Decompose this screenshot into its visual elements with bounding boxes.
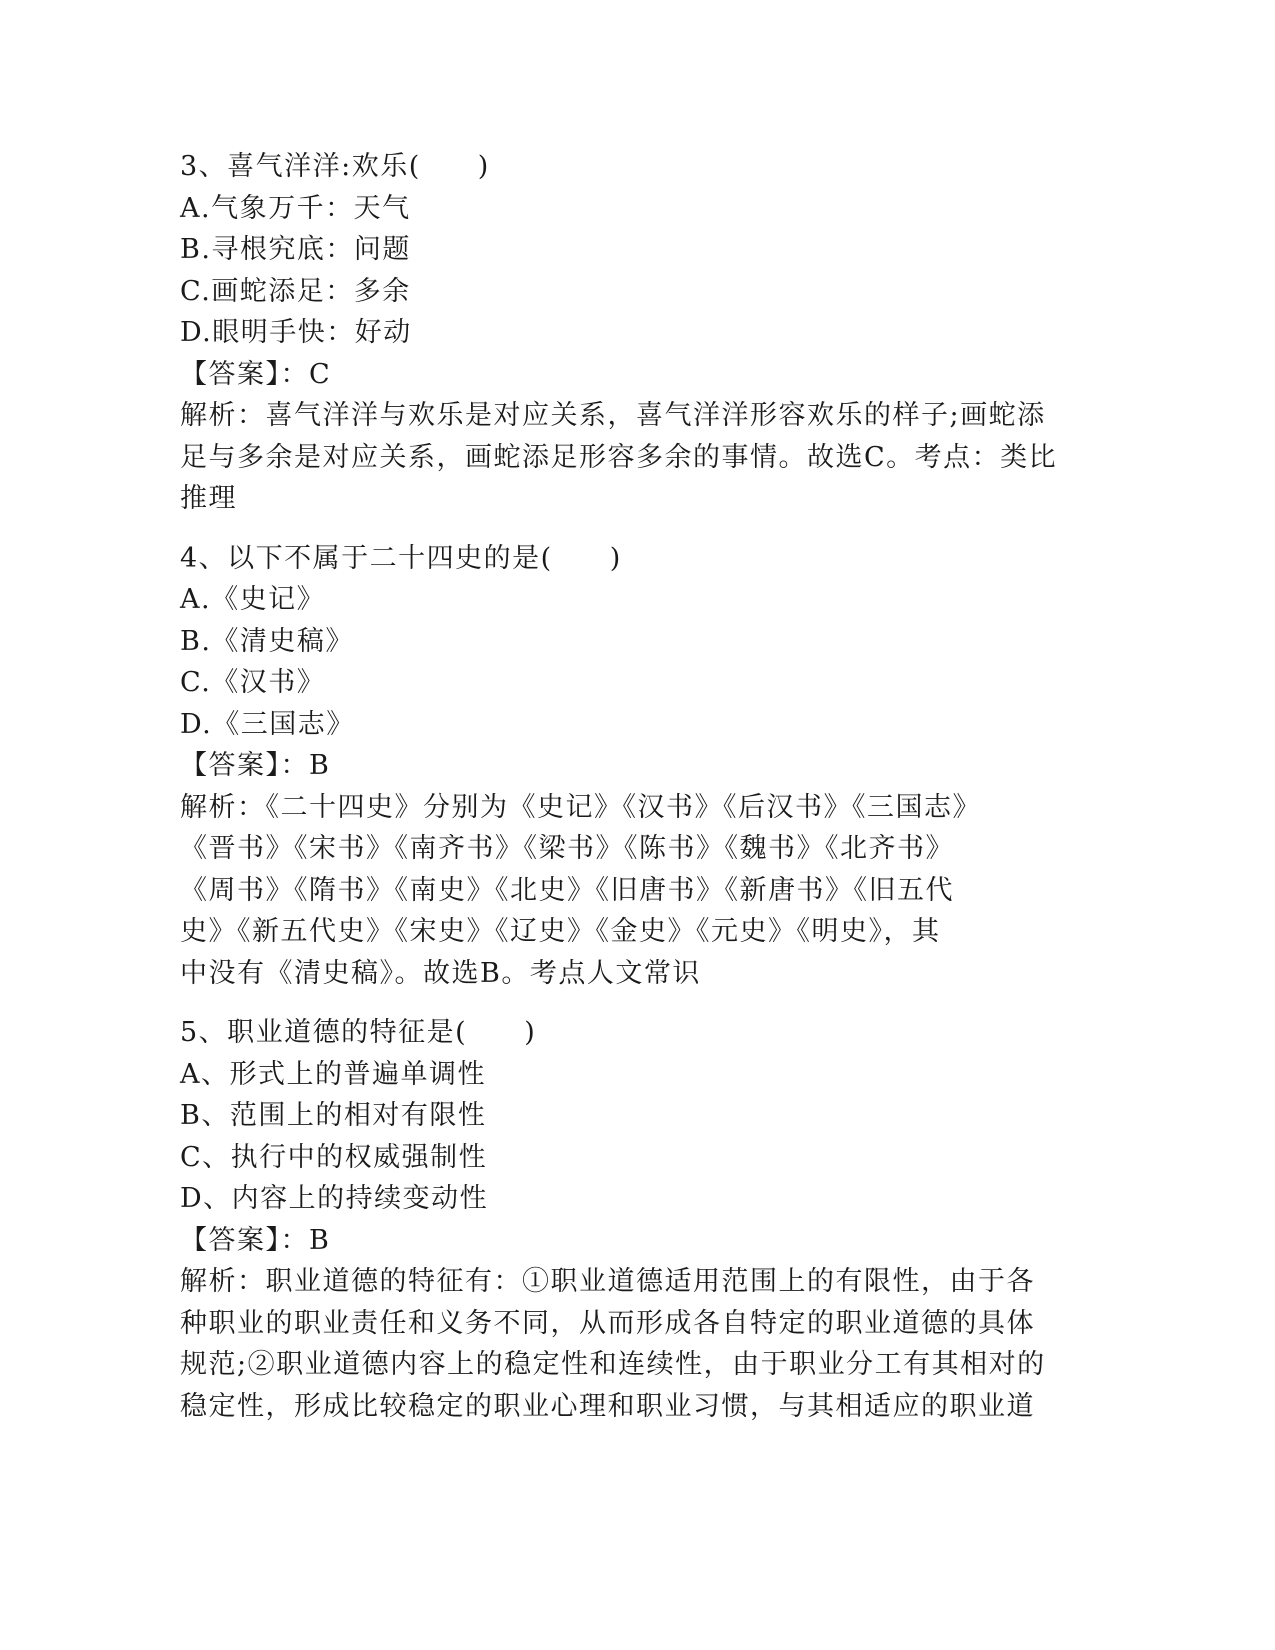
option-b: B、范围上的相对有限性 bbox=[180, 1100, 487, 1131]
option-a: A、形式上的普遍单调性 bbox=[180, 1058, 486, 1090]
option-a: A.《史记》 bbox=[180, 584, 326, 615]
analysis-line: 解析：喜气洋洋与欢乐是对应关系，喜气洋洋形容欢乐的样子;画蛇添 bbox=[180, 400, 1046, 431]
option-c: C.画蛇添足：多余 bbox=[180, 275, 411, 307]
analysis-line: 种职业的职业责任和义务不同，从而形成各自特定的职业道德的具体 bbox=[180, 1307, 1035, 1339]
option-c: C.《汉书》 bbox=[180, 667, 326, 698]
question-3 bbox=[180, 146, 1080, 520]
document-page bbox=[180, 146, 1080, 1445]
answer: 【答案】：B bbox=[180, 750, 331, 781]
analysis-line: 中没有《清史稿》。故选B。考点人文常识 bbox=[180, 957, 701, 989]
analysis-line: 足与多余是对应关系，画蛇添足形容多余的事情。故选C。考点：类比 bbox=[180, 441, 1058, 473]
analysis-line: 史》《新五代史》《宋史》《辽史》《金史》《元史》《明史》，其 bbox=[180, 916, 941, 947]
analysis-line: 稳定性，形成比较稳定的职业心理和职业习惯，与其相适应的职业道 bbox=[180, 1390, 1035, 1422]
option-d: D.《三国志》 bbox=[180, 708, 355, 740]
option-a: A.气象万千：天气 bbox=[180, 192, 411, 224]
question-4 bbox=[180, 538, 1080, 995]
question-stem: 4、以下不属于二十四史的是( ) bbox=[180, 542, 622, 574]
answer: 【答案】：C bbox=[180, 358, 332, 390]
question-stem: 5、职业道德的特征是( ) bbox=[180, 1017, 537, 1048]
question-stem: 3、喜气洋洋:欢乐( ) bbox=[180, 151, 490, 182]
analysis-line: 解析：《二十四史》分别为《史记》《汉书》《后汉书》《三国志》 bbox=[180, 791, 981, 823]
analysis-line: 《晋书》《宋书》《南齐书》《梁书》《陈书》《魏书》《北齐书》 bbox=[180, 833, 954, 864]
analysis-line: 《周书》《隋书》《南史》《北史》《旧唐书》《新唐书》《旧五代 bbox=[180, 874, 954, 906]
option-d: D.眼明手快：好动 bbox=[180, 317, 412, 348]
analysis-line: 解析：职业道德的特征有：①职业道德适用范围上的有限性，由于各 bbox=[180, 1266, 1035, 1297]
answer: 【答案】：B bbox=[180, 1224, 331, 1256]
option-b: B.《清史稿》 bbox=[180, 625, 354, 657]
question-5 bbox=[180, 1012, 1080, 1427]
analysis-line: 规范;②职业道德内容上的稳定性和连续性，由于职业分工有其相对的 bbox=[180, 1349, 1046, 1380]
analysis-line: 推理 bbox=[180, 483, 237, 514]
option-d: D、内容上的持续变动性 bbox=[180, 1183, 489, 1214]
option-b: B.寻根究底：问题 bbox=[180, 234, 411, 265]
option-c: C、执行中的权威强制性 bbox=[180, 1141, 488, 1173]
